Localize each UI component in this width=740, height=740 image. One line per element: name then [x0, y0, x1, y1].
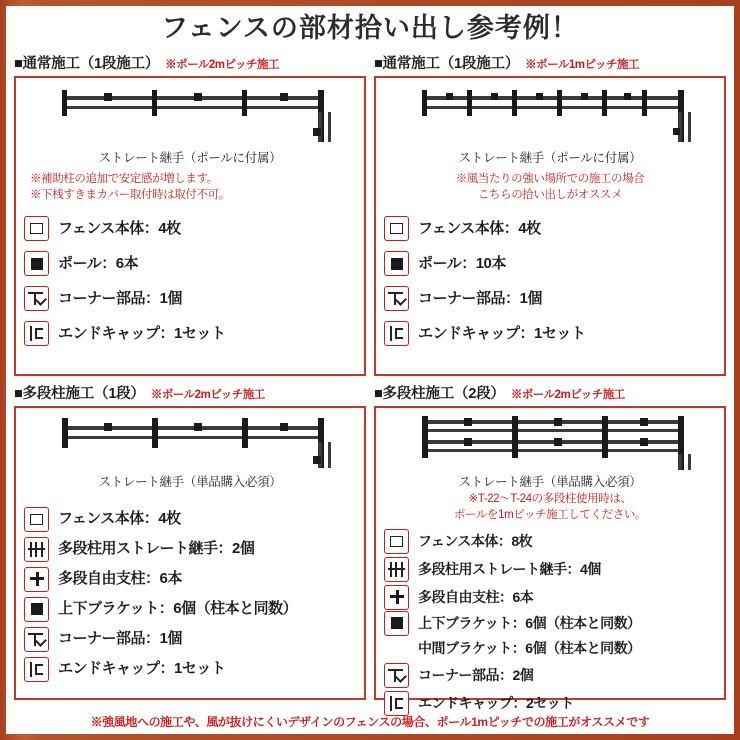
item-label: 多段柱用ストレート継手：2個	[58, 540, 255, 557]
list-item	[24, 654, 356, 684]
parts-list	[384, 527, 716, 717]
list-item	[384, 635, 716, 661]
panel-title: ■通常施工（1段施工）	[374, 56, 520, 72]
panel-red-note	[24, 172, 356, 203]
item-label: フェンス本体：8枚	[418, 532, 533, 549]
fence-diagram	[24, 414, 356, 470]
free-post-icon	[24, 567, 49, 592]
panel-body	[14, 406, 366, 700]
fence-panel-icon	[384, 216, 409, 241]
footer-note: ※強風地への施工や、風が抜けにくいデザインのフェンスの場合、ポール1mピッチでの施工がオススメです	[90, 714, 650, 729]
pole-icon	[384, 251, 409, 276]
parts-list	[24, 211, 356, 351]
panel-grid	[6, 52, 734, 711]
straight-joint-icon	[24, 537, 49, 562]
title-bar	[6, 6, 734, 52]
item-label: 中間ブラケット：6個（柱本と同数）	[418, 639, 641, 656]
item-label: 多段自由支柱：6本	[418, 588, 534, 605]
panel-standard-1m	[374, 52, 726, 376]
panel-title: ■多段柱施工（2段）	[374, 386, 505, 402]
corner-part-icon	[24, 286, 49, 311]
red-note-line: ポールを1mピッチ施工してください。	[453, 508, 647, 521]
list-item	[24, 594, 356, 624]
corner-part-icon	[384, 286, 409, 311]
end-cap-icon	[24, 657, 49, 682]
item-label: エンドキャップ：2セット	[418, 694, 574, 711]
red-note-line: こちらの拾い出しがオススメ	[477, 188, 623, 201]
item-label: コーナー部品：1個	[58, 289, 182, 307]
corner-part-icon	[384, 663, 409, 688]
panel-body	[374, 76, 726, 376]
panel-tag: ※ポール2mピッチ施工	[165, 59, 280, 71]
pole-icon	[24, 251, 49, 276]
panel-header	[14, 52, 366, 73]
bracket-icon	[384, 611, 409, 636]
item-label: コーナー部品：1個	[418, 289, 542, 307]
list-item	[24, 564, 356, 594]
list-item	[384, 316, 716, 351]
diagram-note: ストレート継手（ポールに付属）	[98, 151, 282, 165]
end-cap-icon	[24, 321, 49, 346]
red-note-line: ※T-22〜T-24の多段柱使用時は、	[468, 493, 632, 505]
item-label: フェンス本体：4枚	[58, 219, 181, 237]
panel-red-note	[384, 492, 716, 523]
panel-body	[374, 406, 726, 711]
diagram-note: ストレート継手（ポールに付属）	[458, 151, 642, 165]
panel-title: ■通常施工（1段施工）	[14, 56, 160, 72]
fence-diagram	[24, 84, 356, 146]
item-label: フェンス本体：4枚	[418, 219, 541, 237]
list-item	[384, 661, 716, 689]
item-label: エンドキャップ：1セット	[58, 324, 226, 342]
footer	[6, 708, 734, 734]
fence-panel-icon	[24, 507, 49, 532]
fence-panel-icon	[24, 216, 49, 241]
fence-diagram	[384, 414, 716, 470]
item-label: コーナー部品：1個	[58, 630, 182, 647]
list-item	[24, 504, 356, 534]
panel-title: ■多段柱施工（1段）	[14, 386, 145, 402]
list-item	[384, 281, 716, 316]
panel-tag: ※ポール2mピッチ施工	[150, 389, 265, 401]
panel-tag: ※ポール1mピッチ施工	[525, 59, 640, 71]
item-label: フェンス本体：4枚	[58, 510, 181, 527]
list-item	[384, 246, 716, 281]
list-item	[24, 246, 356, 281]
bracket-icon	[24, 597, 49, 622]
list-item	[24, 534, 356, 564]
red-note-line: ※下桟すきまカバー取付時は取付不可。	[30, 188, 230, 201]
list-item	[24, 316, 356, 351]
fence-panel-icon	[384, 529, 409, 554]
item-label: 多段柱用ストレート継手：4個	[418, 560, 601, 577]
poster-inner	[6, 6, 734, 734]
red-note-line: ※補助柱の追加で安定感が増します。	[30, 173, 218, 185]
panel-multipost-2stage	[374, 382, 726, 711]
panel-standard-2m	[14, 52, 366, 376]
item-label: 多段自由支柱：6本	[58, 570, 182, 587]
list-item	[384, 527, 716, 555]
list-item	[384, 211, 716, 246]
item-label: ポール：6本	[58, 254, 139, 272]
corner-part-icon	[24, 627, 49, 652]
fence-diagram	[384, 84, 716, 146]
item-label: コーナー部品：2個	[418, 666, 534, 683]
panel-body	[14, 76, 366, 376]
item-label: エンドキャップ：1セット	[58, 660, 226, 677]
item-label: 上下ブラケット：6個（柱本と同数）	[58, 600, 298, 617]
end-cap-icon	[384, 321, 409, 346]
item-label: ポール：10本	[418, 254, 506, 272]
red-note-line: ※風当たりの強い場所での施工の場合	[455, 173, 645, 185]
item-label: エンドキャップ：1セット	[418, 324, 586, 342]
list-item	[384, 611, 716, 635]
list-item	[384, 555, 716, 583]
diagram-note: ストレート継手（単品購入必須）	[458, 475, 642, 489]
panel-header	[374, 382, 726, 403]
list-item	[384, 583, 716, 611]
page-title: フェンスの部材拾い出し参考例！	[161, 12, 579, 43]
panel-multipost-1stage	[14, 382, 366, 700]
free-post-icon	[384, 585, 409, 610]
parts-list	[384, 211, 716, 351]
list-item	[24, 281, 356, 316]
panel-header	[374, 52, 726, 73]
list-item	[24, 624, 356, 654]
panel-tag: ※ポール2mピッチ施工	[510, 389, 625, 401]
panel-red-note	[384, 172, 716, 203]
parts-list	[24, 504, 356, 684]
list-item	[24, 211, 356, 246]
panel-header	[14, 382, 366, 403]
item-label: 上下ブラケット：6個（柱本と同数）	[418, 614, 641, 631]
straight-joint-icon	[384, 557, 409, 582]
diagram-note: ストレート継手（単品購入必須）	[98, 475, 282, 489]
